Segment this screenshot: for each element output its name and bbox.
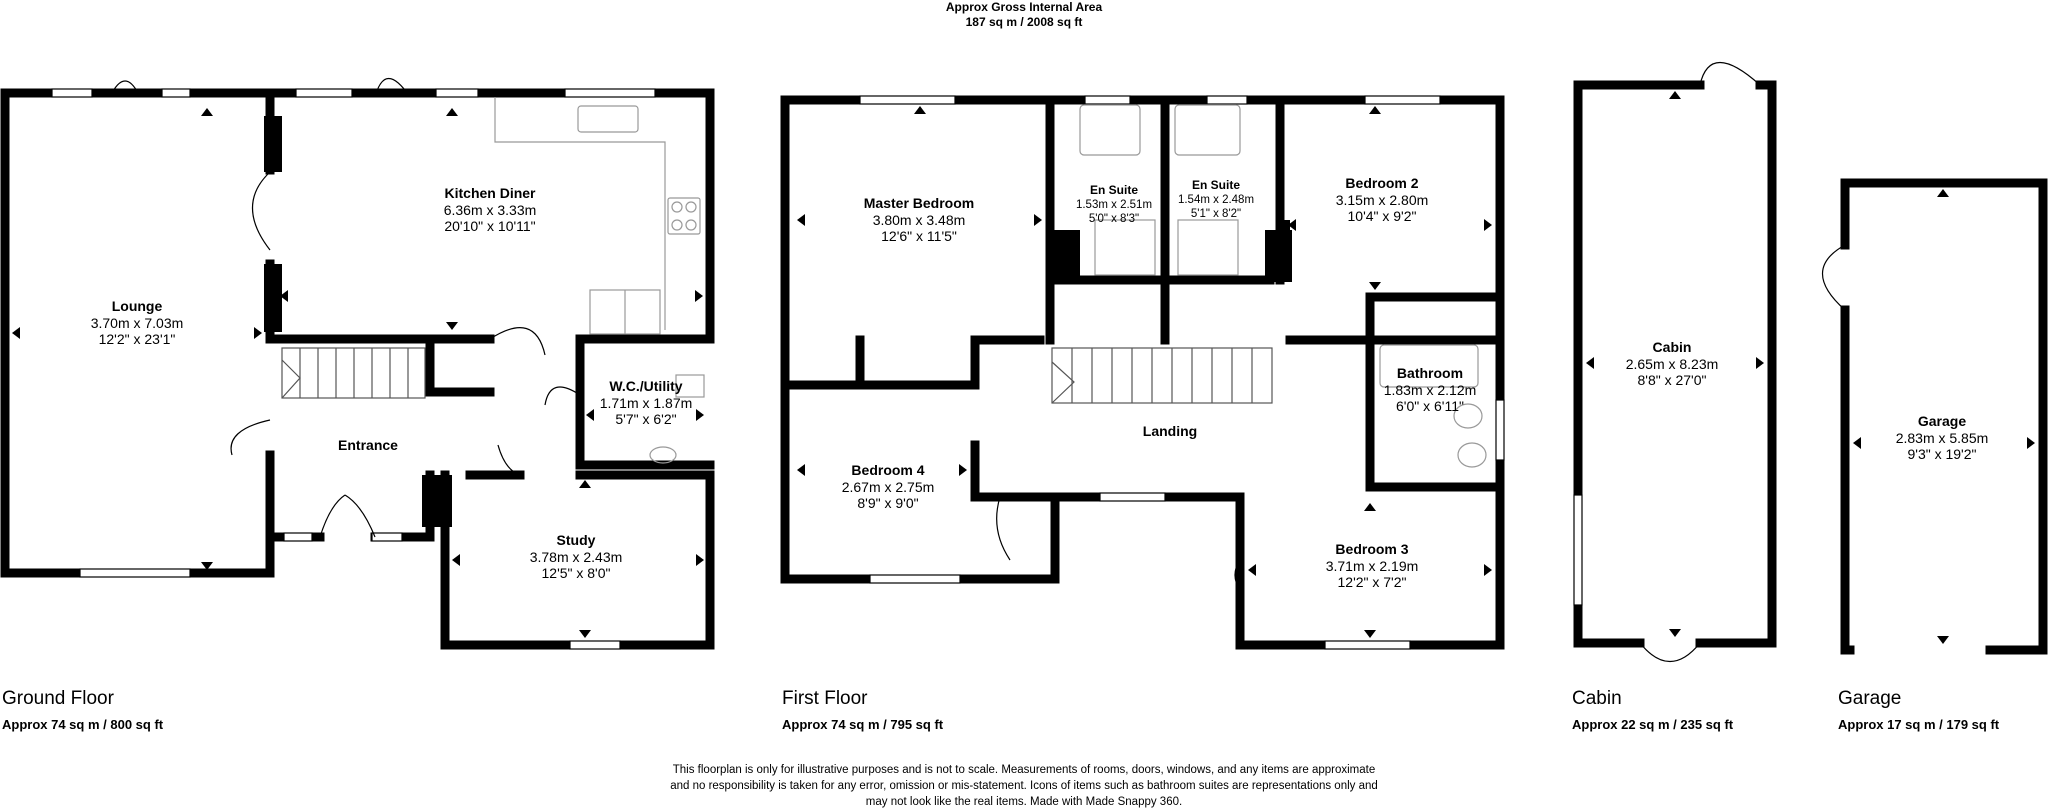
room-name: Cabin [1652, 339, 1692, 355]
room-name: Kitchen Diner [444, 185, 536, 201]
room-metric: 2.67m x 2.75m [841, 479, 935, 495]
floor-name-first: First Floor [782, 688, 868, 709]
floor-area-first: Approx 74 sq m / 795 sq ft [782, 717, 944, 732]
room-bedroom-4 [842, 462, 935, 511]
room-en-suite-2 [1178, 178, 1254, 221]
room-imperial: 5'1" x 8'2" [1190, 208, 1242, 220]
room-imperial: 6'0" x 6'11" [1396, 398, 1464, 414]
room-study [530, 532, 623, 581]
room-metric: 3.80m x 3.48m [872, 212, 966, 228]
room-name: En Suite [1089, 183, 1139, 197]
room-metric: 3.15m x 2.80m [1335, 192, 1429, 208]
floor-name-garage: Garage [1838, 688, 1902, 709]
room-name: Bedroom 2 [1345, 175, 1419, 191]
room-metric: 1.53m x 2.51m [1075, 199, 1153, 211]
room-name: Garage [1917, 413, 1967, 429]
room-imperial: 9'3" x 19'2" [1907, 446, 1977, 462]
disclaimer-line-3: may not look like the real items. Made with Made Snappy 360. [865, 796, 1183, 808]
room-landing: Landing [1142, 423, 1198, 439]
room-cabin [1626, 339, 1719, 388]
room-master-bedroom [864, 195, 974, 244]
floor-name-cabin: Cabin [1572, 688, 1622, 709]
floor-name-ground: Ground Floor [2, 688, 114, 709]
room-name: Lounge [111, 298, 163, 314]
room-metric: 6.36m x 3.33m [443, 202, 537, 218]
room-name: Study [556, 532, 596, 548]
room-imperial: 20'10" x 10'11" [444, 218, 536, 234]
room-name: W.C./Utility [609, 378, 683, 394]
room-name: Bedroom 3 [1335, 541, 1409, 557]
room-entrance: Entrance [338, 437, 398, 453]
room-name: En Suite [1191, 178, 1241, 192]
room-imperial: 5'7" x 6'2" [615, 411, 677, 427]
room-name: Bedroom 4 [851, 462, 925, 478]
room-bedroom-3 [1326, 541, 1419, 590]
room-bathroom [1384, 365, 1477, 414]
room-imperial: 8'8" x 27'0" [1637, 372, 1707, 388]
room-metric: 3.71m x 2.19m [1325, 558, 1419, 574]
room-imperial: 12'2" x 23'1" [98, 331, 176, 347]
room-imperial: 8'9" x 9'0" [857, 495, 919, 511]
floor-area-garage: Approx 17 sq m / 179 sq ft [1838, 717, 2000, 732]
disclaimer-line-1: This floorplan is only for illustrative purposes and is not to scale. Measurements of rooms, doors, windows, and any items are approximate [672, 764, 1376, 776]
room-metric: 1.83m x 2.12m [1383, 382, 1477, 398]
room-imperial: 12'5" x 8'0" [541, 565, 611, 581]
room-garage [1896, 413, 1989, 462]
room-imperial: 12'6" x 11'5" [881, 228, 957, 244]
gross-area-total: 187 sq m / 2008 sq ft [965, 15, 1083, 29]
room-metric: 1.71m x 1.87m [599, 395, 693, 411]
room-kitchen-diner [444, 185, 537, 234]
room-imperial: 5'0" x 8'3" [1088, 213, 1140, 225]
room-imperial: 10'4" x 9'2" [1347, 208, 1417, 224]
room-wc-utility [600, 378, 693, 427]
room-metric: 3.78m x 2.43m [529, 549, 623, 565]
room-bedroom-2 [1336, 175, 1429, 224]
room-metric: 1.54m x 2.48m [1177, 194, 1255, 206]
disclaimer [670, 762, 1378, 810]
gross-area-title [946, 0, 1102, 30]
floor-area-cabin: Approx 22 sq m / 235 sq ft [1572, 717, 1734, 732]
room-name: Master Bedroom [863, 195, 975, 211]
gross-area-label: Approx Gross Internal Area [945, 0, 1103, 14]
room-metric: 2.83m x 5.85m [1895, 430, 1989, 446]
room-imperial: 12'2" x 7'2" [1337, 574, 1407, 590]
room-metric: 3.70m x 7.03m [90, 315, 184, 331]
room-metric: 2.65m x 8.23m [1625, 356, 1719, 372]
room-lounge [91, 298, 184, 347]
room-en-suite-1 [1076, 183, 1152, 226]
room-name: Bathroom [1396, 365, 1464, 381]
disclaimer-line-2: and no responsibility is taken for any error, omission or mis-statement. Icons of items such as bathroom suites are representations only and [670, 780, 1378, 792]
floor-area-ground: Approx 74 sq m / 800 sq ft [2, 717, 164, 732]
